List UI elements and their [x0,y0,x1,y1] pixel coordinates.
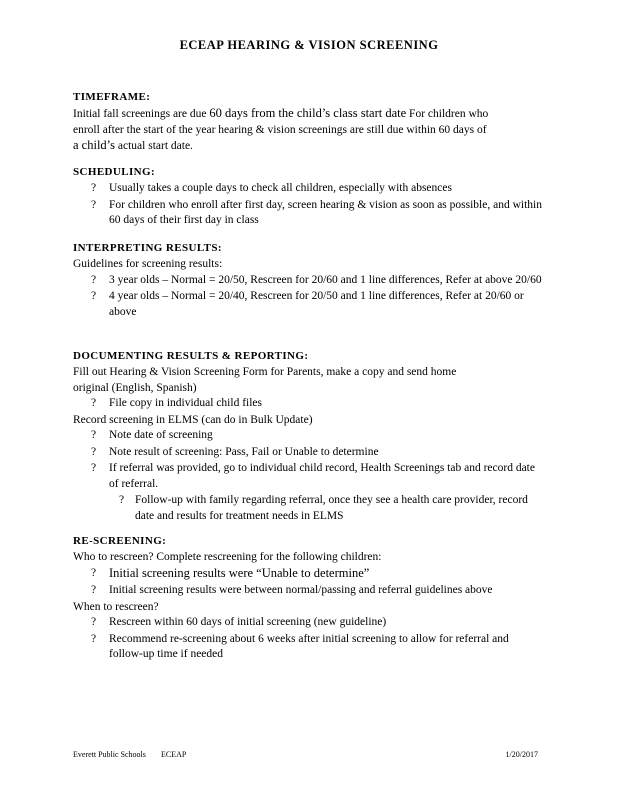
list-item: ? Recommend re-screening about 6 weeks after initial screening to allow for referral and follow-up time if needed [91,632,509,660]
documenting-line-1: Fill out Hearing & Vision Screening Form for Parents, make a copy and send home [73,366,457,378]
footer-program: ECEAP [161,750,187,759]
document-title: ECEAP HEARING & VISION SCREENING [179,38,439,52]
list-item: ? Rescreen within 60 days of initial screening (new guideline) [73,615,543,631]
bullet-icon: ? [91,182,97,194]
scheduling-heading: SCHEDULING: [73,166,156,178]
bullet-icon: ? [119,494,125,506]
bullet-icon: ? [91,429,97,441]
timeframe-deadline: 60 days from the child’s class start date [209,106,407,120]
timeframe-line-2: enroll after the start of the year hearing & vision screenings are still due within 60 days of [73,123,487,136]
footer-organization: Everett Public Schools [73,750,146,759]
interpreting-intro: Guidelines for screening results: [73,258,223,270]
list-item: ? File copy in individual child files [73,396,543,412]
interpreting-heading: INTERPRETING RESULTS: [73,242,222,254]
bullet-icon: ? [91,566,97,579]
documenting-section [73,347,543,525]
bullet-icon: ? [91,632,97,645]
list-item: ? 3 year olds – Normal = 20/50, Rescreen for 20/60 and 1 line differences, Refer at above 20/60 [73,273,543,289]
rescreening-section [73,532,543,664]
list-item: ? Initial screening results were “Unable to determine” [91,565,370,580]
list-item: ? Follow-up with family regarding referral, once they see a health care provider, record date and results for treatment needs in ELMS [119,494,528,522]
timeframe-child: a child’s [73,138,116,152]
bullet-icon: ? [91,616,97,628]
timeframe-start-date: actual start date. [115,140,193,152]
rescreening-question-1: Who to rescreen? Complete rescreening for the following children: [73,551,382,563]
bullet-icon: ? [91,290,97,302]
interpreting-section [73,239,543,321]
documenting-line-2: original (English, Spanish) [73,381,197,394]
timeframe-line-3 [73,138,543,155]
documenting-heading: DOCUMENTING RESULTS & REPORTING: [73,350,309,362]
bullet-icon: ? [91,273,97,286]
bullet-icon: ? [91,445,97,458]
timeframe-text-cont: For children who [406,108,489,120]
list-item: ? Note result of screening: Pass, Fail or Unable to determine [73,445,543,461]
rescreening-heading: RE-SCREENING: [73,535,167,547]
footer-date: 1/20/2017 [505,750,538,759]
timeframe-text: Initial fall screenings are due [73,108,210,120]
rescreening-question-2: When to rescreen? [73,600,159,613]
list-item: ? Usually takes a couple days to check all children, especially with absences [73,181,543,197]
list-item: ? For children who enroll after first day, screen hearing & vision as soon as possible, and within 60 days of their first day in class [91,198,542,226]
bullet-icon: ? [91,584,97,596]
list-item: ? Initial screening results were between normal/passing and referral guidelines above [73,583,543,599]
scheduling-section [73,163,543,230]
list-item: ? Note date of screening [73,428,543,444]
documenting-line-3: Record screening in ELMS (can do in Bulk Update) [73,413,313,426]
timeframe-line-1 [73,106,543,123]
timeframe-section [73,88,543,155]
list-item: ? If referral was provided, go to individual child record, Health Screenings tab and record date of referral. [91,462,535,490]
bullet-icon: ? [91,462,97,474]
bullet-icon: ? [91,397,97,409]
list-item: ? 4 year olds – Normal = 20/40, Rescreen for 20/50 and 1 line differences, Refer at 20/60 or above [91,290,524,318]
timeframe-heading: TIMEFRAME: [73,91,151,103]
bullet-icon: ? [91,198,97,211]
